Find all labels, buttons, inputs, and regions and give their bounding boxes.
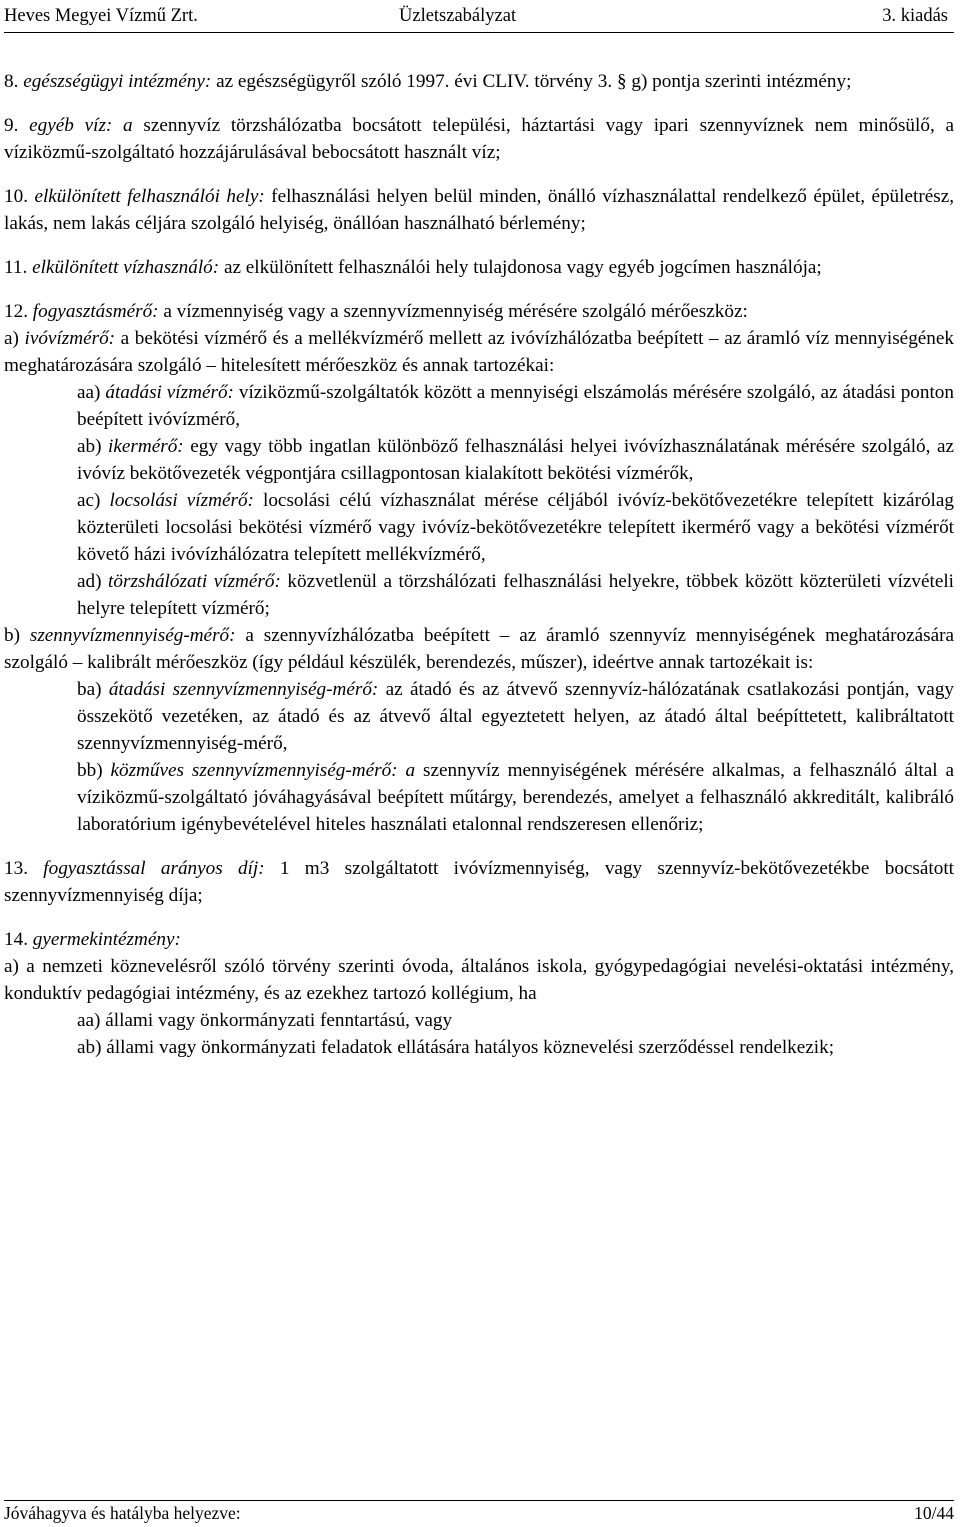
definition-9: 9. egyéb víz: a szennyvíz törzshálózatba bocsátott települési, háztartási vagy ipari szennyvíznek nem minősülő, a víziközmű-szolgáltató hozzájárulásával bebocsátott használt víz; xyxy=(4,115,955,163)
term: fogyasztással arányos díj: xyxy=(43,858,265,879)
header-doc-title: Üzletszabályzat xyxy=(399,6,517,26)
definition-11: 11. elkülönített vízhasználó: az elkülönített felhasználói hely tulajdonosa vagy egyéb jogcímen használója; xyxy=(4,257,822,278)
definition-12-a: a) ivóvízmérő: a bekötési vízmérő és a mellékvízmérő mellett az ivóvízhálózatba beépített – az áramló víz mennyiségének meghatározására szolgáló – hitelesített mérőeszköz és annak tartozékai: xyxy=(4,328,955,376)
term: ivóvízmérő: xyxy=(24,328,116,349)
term: átadási vízmérő: xyxy=(105,382,234,403)
term: közműves szennyvízmennyiség-mérő: a xyxy=(110,760,416,781)
term: fogyasztásmérő: xyxy=(32,301,159,322)
definition-14-intro: 14. gyermekintézmény: xyxy=(4,929,181,950)
definition-14 xyxy=(4,926,954,1061)
term: szennyvízmennyiség-mérő: xyxy=(29,625,236,646)
page-footer xyxy=(4,1500,954,1527)
term: elkülönített vízhasználó: xyxy=(32,257,220,278)
definition-12-ad: ad) törzshálózati vízmérő: közvetlenül a törzshálózati felhasználási helyekre, többek között közterületi vízvételi helyre telepített vízmérő; xyxy=(77,571,954,619)
document-body xyxy=(4,68,954,1078)
definition-12-b: b) szennyvízmennyiség-mérő: a szennyvízhálózatba beépített – az áramló szennyvíz mennyiségének meghatározására szolgáló – kalibrált mérőeszköz (így például készülék, berendezés, műszer), ideértve annak tartozékait is: xyxy=(4,625,954,673)
definition-12-bb: bb) közműves szennyvízmennyiség-mérő: a szennyvíz mennyiségének mérésére alkalmas, a felhasználó által a víziközmű-szolgáltató jóváhagyásával beépített műtárgy, berendezés, amelyet a felhasználó akkreditált, kalibráló laboratórium igénybevételével hiteles használati etalonnal rendszeresen ellenőriz; xyxy=(77,760,954,835)
term: törzshálózati vízmérő: xyxy=(108,571,281,592)
header-company: Heves Megyei Vízmű Zrt. xyxy=(4,6,198,26)
definition-13: 13. fogyasztással arányos díj: 1 m3 szolgáltatott ivóvízmennyiség, vagy szennyvíz-bekötővezetékbe bocsátott szennyvízmennyiség díja; xyxy=(4,858,954,906)
term: gyermekintézmény: xyxy=(32,929,181,950)
page-number: 10/44 xyxy=(914,1503,954,1523)
footer-approval-label: Jóváhagyva és hatályba helyezve: xyxy=(4,1503,241,1523)
term: elkülönített felhasználói hely: xyxy=(34,186,265,207)
definition-14-aa: aa) állami vagy önkormányzati fenntartású, vagy xyxy=(77,1010,453,1031)
definition-14-a: a) a nemzeti köznevelésről szóló törvény szerinti óvoda, általános iskola, gyógypedagógiai nevelési-oktatási intézmény, konduktív pedagógiai intézmény, és az ezekhez tartozó kollégium, ha xyxy=(4,956,954,1004)
definition-8: 8. egészségügyi intézmény: az egészségügyről szóló 1997. évi CLIV. törvény 3. § g) pontja szerinti intézmény; xyxy=(4,71,852,92)
definition-12-aa: aa) átadási vízmérő: víziközmű-szolgáltatók között a mennyiségi elszámolás mérésére szolgáló, az átadási ponton beépített ivóvízmérő, xyxy=(77,382,954,430)
definition-10: 10. elkülönített felhasználói hely: felhasználási helyen belül minden, önálló vízhasználattal rendelkező épület, épületrész, lakás, nem lakás céljára szolgáló helyiség, önállóan használható bérlemény; xyxy=(4,186,955,234)
term: átadási szennyvízmennyiség-mérő: xyxy=(108,679,379,700)
term: egészségügyi intézmény: xyxy=(23,71,212,92)
definition-12-intro: 12. fogyasztásmérő: a vízmennyiség vagy a szennyvízmennyiség mérésére szolgáló mérőeszköz: xyxy=(4,301,748,322)
definition-12-ac: ac) locsolási vízmérő: locsolási célú vízhasználat mérése céljából ivóvíz-bekötővezetékre telepített kizárólag közterületi locsolási bekötési vízmérő vagy ivóvíz-bekötővezetékre telepített ikermérő vagy a bekötési vízmérőt követő házi ivóvízhálózatra telepített mellékvízmérő, xyxy=(77,490,954,565)
definition-12 xyxy=(4,298,954,838)
page-header xyxy=(4,2,954,33)
definition-14-ab: ab) állami vagy önkormányzati feladatok ellátására hatályos köznevelési szerződéssel rendelkezik; xyxy=(77,1037,835,1058)
header-edition: 3. kiadás xyxy=(882,6,948,26)
term: locsolási vízmérő: xyxy=(109,490,254,511)
term: egyéb víz: a xyxy=(29,115,133,136)
term: ikermérő: xyxy=(108,436,184,457)
definition-12-ba: ba) átadási szennyvízmennyiség-mérő: az átadó és az átvevő szennyvíz-hálózatának csatlakozási pontján, vagy összekötő vezetéken, az átadó és az átvevő által egyeztetett helyen, az átadó által beépíttetett, kalibráltatott szennyvízmennyiség-mérő, xyxy=(77,679,955,754)
definition-12-ab: ab) ikermérő: egy vagy több ingatlan különböző felhasználási helyei ivóvízhasználatának mérésére szolgáló, az ivóvíz bekötővezeték végpontjára csillagpontosan kialakított bekötési vízmérők, xyxy=(77,436,954,484)
